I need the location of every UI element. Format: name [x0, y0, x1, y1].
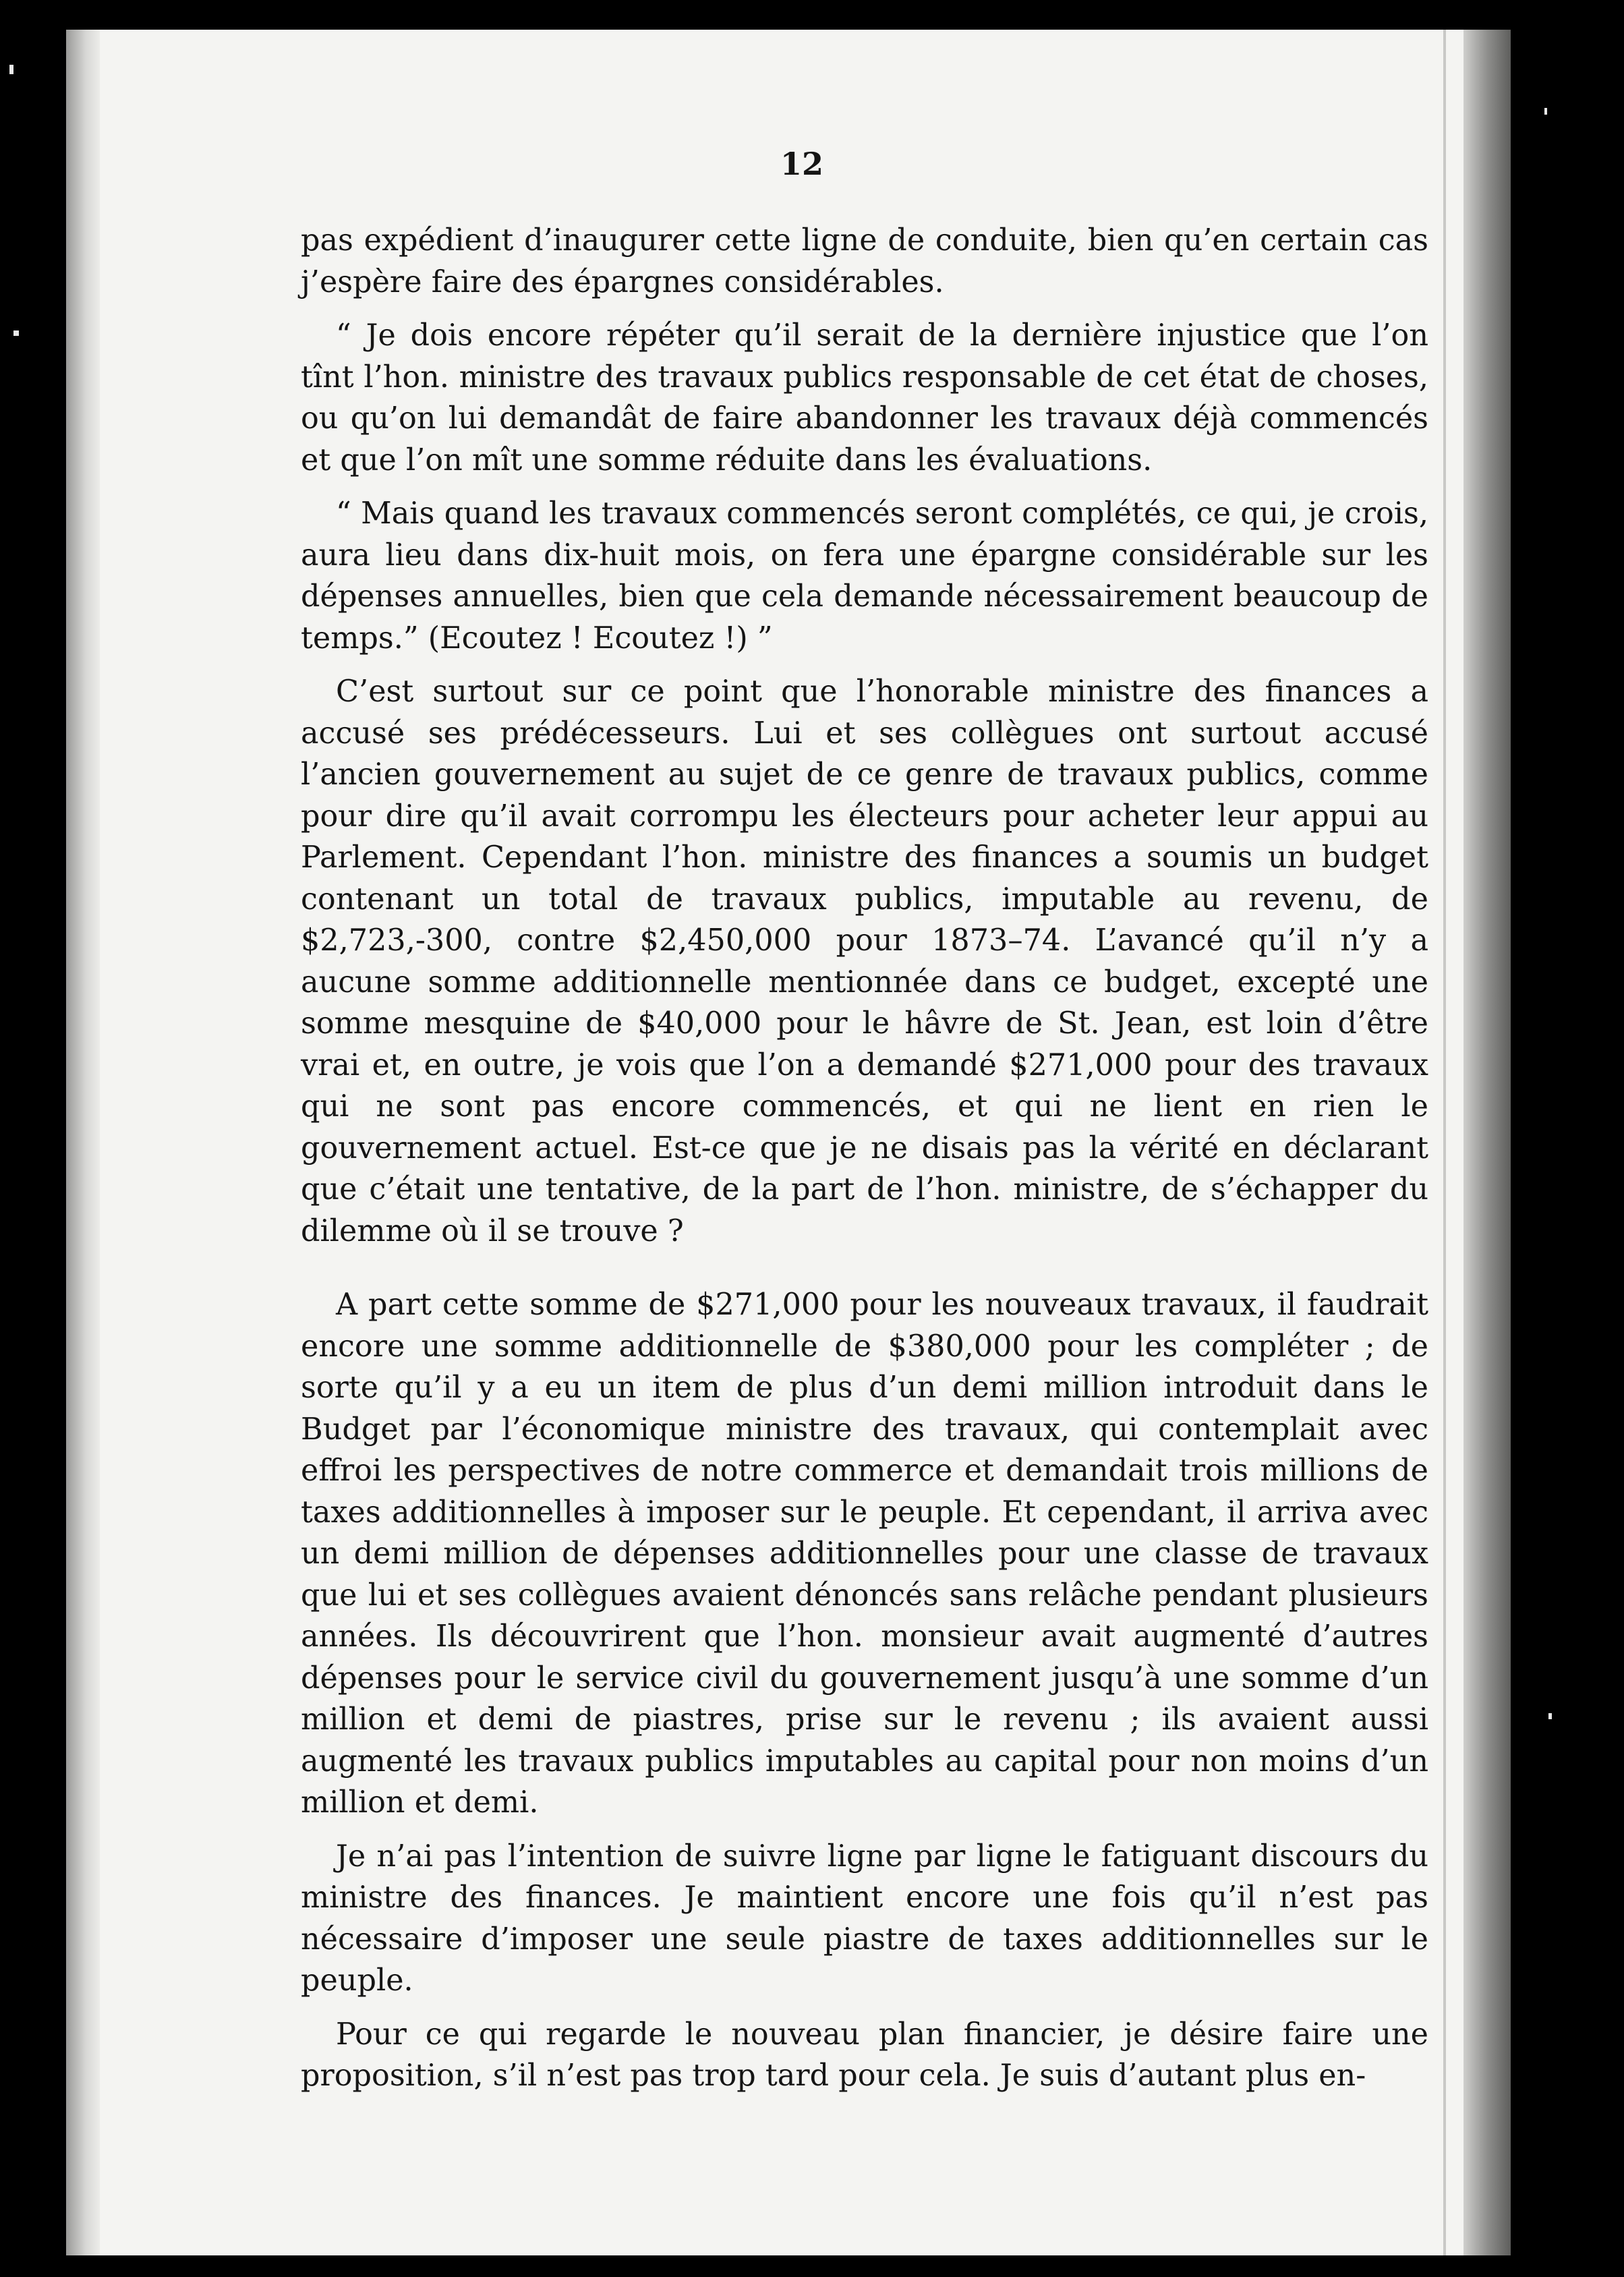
scan-speck: [13, 330, 19, 336]
page-binding: [66, 30, 100, 2255]
page-sheet: [66, 30, 1511, 2255]
page-number: 12: [780, 146, 823, 182]
paragraph: “ Mais quand les travaux commencés seront complétés, ce qui, je crois, aura lieu dans dix-huit mois, on fera une épargne considérable sur les dépenses annuelles, bien que cela demande nécessairement beaucoup de temps.” (Ecoutez ! Ecoutez !) ”: [301, 496, 1428, 656]
page-edge: [1463, 30, 1511, 2255]
paragraph: “ Je dois encore répéter qu’il serait de la dernière injustice que l’on tînt l’hon. ministre des travaux publics responsable de cet état de choses, ou qu’on lui demandât de faire abandonner les travaux déjà commencés et que l’on mît une somme réduite dans les évaluations.: [301, 318, 1428, 478]
paragraph: pas expédient d’inaugurer cette ligne de conduite, bien qu’en certain cas j’espère faire des épargnes considérables.: [301, 223, 1428, 299]
scan-speck: [1548, 1713, 1552, 1719]
paragraph: Pour ce qui regarde le nouveau plan financier, je désire faire une proposition, s’il n’est pas trop tard pour cela. Je suis d’autant plus en-: [301, 2017, 1428, 2093]
paragraph: Je n’ai pas l’intention de suivre ligne par ligne le fatiguant discours du ministre des finances. Je maintient encore une fois qu’il n’est pas nécessaire d’imposer une seule piastre de taxes additionnelles sur le peuple.: [301, 1839, 1428, 1998]
scan-speck: [9, 65, 13, 74]
paragraph: C’est surtout sur ce point que l’honorable ministre des finances a accusé ses prédécesseurs. Lui et ses collègues ont surtout accusé l’ancien gouvernement au sujet de ce genre de travaux publics, comme pour dire qu’il avait corrompu les électeurs pour acheter leur appui au Parlement. Cependant l’hon. ministre des finances a soumis un budget contenant un total de travaux publics, imputable au revenu, de $2,723,-300, contre $2,450,000 pour 1873–74. L’avancé qu’il n’y a aucune somme additionnelle mentionnée dans ce budget, excepté une somme mesquine de $40,000 pour le hâvre de St. Jean, est loin d’être vrai et, en outre, je vois que l’on a demandé $271,000 pour des travaux qui ne sont pas encore commencés, et qui ne lient en rien le gouvernement actuel. Est-ce que je ne disais pas la vérité en déclarant que c’était une tentative, de la part de l’hon. ministre, de s’échapper du dilemme où il se trouve ?: [301, 674, 1428, 1248]
body-text: [301, 220, 1428, 2097]
scan-speck: [1544, 108, 1547, 115]
paragraph: A part cette somme de $271,000 pour les nouveaux travaux, il faudrait encore une somme additionnelle de $380,000 pour les compléter ; de sorte qu’il y a eu un item de plus d’un demi million introduit dans le Budget par l’économique ministre des travaux, qui contemplait avec effroi les perspectives de notre commerce et demandait trois millions de taxes additionnelles à imposer sur le peuple. Et cependant, il arriva avec un demi million de dépenses additionnelles pour une classe de travaux que lui et ses collègues avaient dénoncés sans relâche pendant plusieurs années. Ils découvrirent que l’hon. monsieur avait augmenté d’autres dépenses pour le service civil du gouvernement jusqu’à une somme d’un million et demi de piastres, prise sur le revenu ; ils avaient aussi augmenté les travaux publics imputables au capital pour non moins d’un million et demi.: [301, 1288, 1428, 1820]
page-edge-line: [1443, 30, 1446, 2255]
